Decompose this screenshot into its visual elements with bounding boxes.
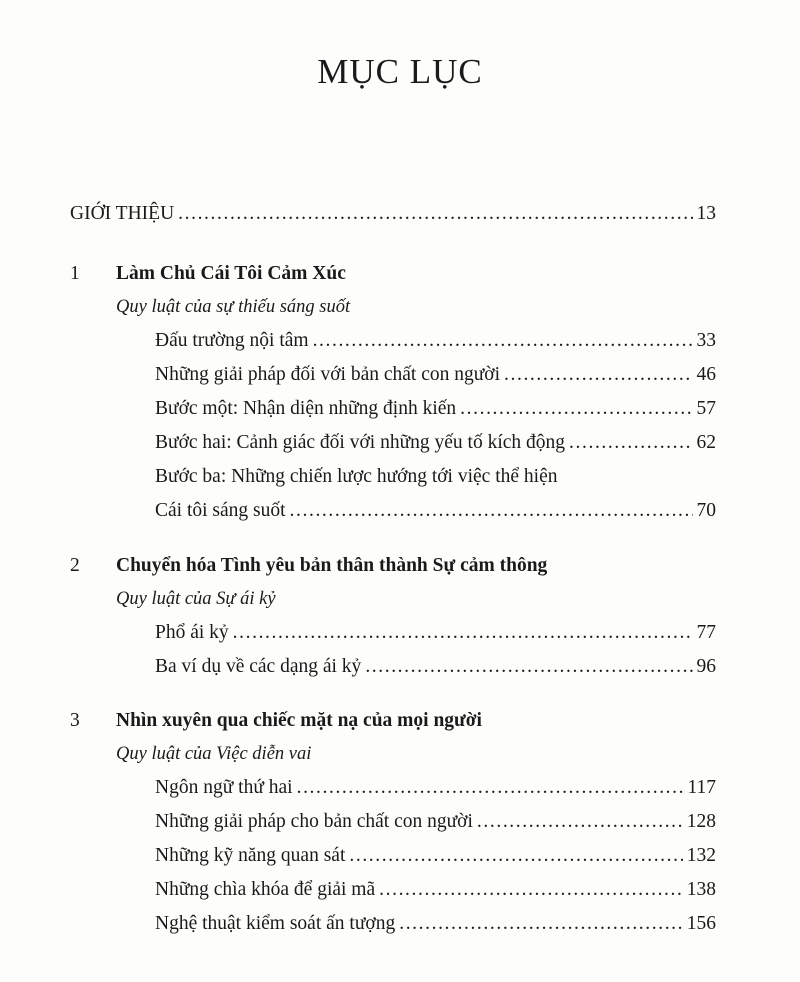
toc-entry[interactable] (155, 656, 716, 678)
toc-entry-title[interactable]: Bước ba: Những chiến lược hướng tới việc thể hiện (155, 466, 558, 487)
toc-entry[interactable] (155, 811, 716, 833)
dot-leader (379, 879, 683, 901)
toc-entry-title: Những giải pháp cho bản chất con người (155, 811, 473, 832)
toc-entry-page: 33 (696, 330, 716, 351)
dot-leader (233, 622, 693, 644)
toc-entry-page: 96 (696, 656, 716, 677)
toc-entry[interactable] (155, 879, 716, 901)
toc-entry-page: 13 (696, 203, 716, 224)
toc-entry-page: 77 (696, 622, 716, 643)
toc-entry[interactable] (155, 500, 716, 522)
toc-entry-title: Bước hai: Cảnh giác đối với những yếu tố kích động (155, 432, 566, 453)
toc-entry-title: Những chìa khóa để giải mã (155, 879, 376, 900)
toc-entry[interactable] (155, 432, 716, 454)
dot-leader (290, 500, 693, 522)
chapter-subtitle: Quy luật của sự thiếu sáng suốt (116, 297, 351, 317)
dot-leader (477, 811, 683, 833)
toc-entry-title: Những giải pháp đối với bản chất con người (155, 364, 501, 385)
page-title: MỤC LỤC (317, 52, 483, 91)
dot-leader (365, 656, 692, 678)
toc-entry-page: 117 (687, 777, 716, 798)
dot-leader (297, 777, 684, 799)
toc-entry-page: 57 (696, 398, 716, 419)
chapter-title[interactable]: Chuyển hóa Tình yêu bản thân thành Sự cảm thông (116, 555, 548, 576)
toc-entry-title: Đấu trường nội tâm (155, 330, 309, 351)
chapter-number: 3 (70, 710, 80, 731)
toc-entry-page: 156 (686, 913, 716, 934)
chapter-title[interactable]: Nhìn xuyên qua chiếc mặt nạ của mọi người (116, 710, 482, 731)
chapter-number: 1 (70, 263, 80, 284)
toc-entry[interactable] (155, 845, 716, 867)
chapter-title[interactable]: Làm Chủ Cái Tôi Cảm Xúc (116, 263, 346, 284)
toc-entry-page: 128 (686, 811, 716, 832)
toc-entry[interactable] (155, 364, 716, 386)
toc-entry-page: 46 (696, 364, 716, 385)
dot-leader (313, 330, 693, 352)
toc-entry-title: Những kỹ năng quan sát (155, 845, 346, 866)
toc-entry[interactable] (155, 913, 716, 935)
toc-entry-title: Ngôn ngữ thứ hai (155, 777, 293, 798)
dot-leader (349, 845, 682, 867)
toc-entry-intro[interactable] (70, 203, 716, 225)
toc-entry-title: Ba ví dụ về các dạng ái kỷ (155, 656, 362, 677)
dot-leader (504, 364, 692, 386)
toc-entry-title: Cái tôi sáng suốt (155, 500, 286, 521)
toc-entry-title: Bước một: Nhận diện những định kiến (155, 398, 457, 419)
toc-entry-page: 62 (696, 432, 716, 453)
dot-leader (460, 398, 692, 420)
chapter-subtitle: Quy luật của Sự ái kỷ (116, 589, 276, 609)
chapter-number: 2 (70, 555, 80, 576)
chapter-subtitle: Quy luật của Việc diễn vai (116, 744, 312, 764)
toc-entry[interactable] (155, 622, 716, 644)
dot-leader (178, 203, 692, 225)
toc-entry-title: GIỚI THIỆU (70, 203, 175, 224)
toc-entry[interactable] (155, 398, 716, 420)
dot-leader (399, 913, 683, 935)
toc-entry-title: Nghệ thuật kiểm soát ấn tượng (155, 913, 396, 934)
toc-entry-page: 138 (686, 879, 716, 900)
dot-leader (569, 432, 692, 454)
toc-entry[interactable] (155, 330, 716, 352)
toc-entry-page: 70 (696, 500, 716, 521)
toc-entry-page: 132 (686, 845, 716, 866)
toc-entry-title: Phổ ái kỷ (155, 622, 229, 643)
toc-entry[interactable] (155, 777, 716, 799)
